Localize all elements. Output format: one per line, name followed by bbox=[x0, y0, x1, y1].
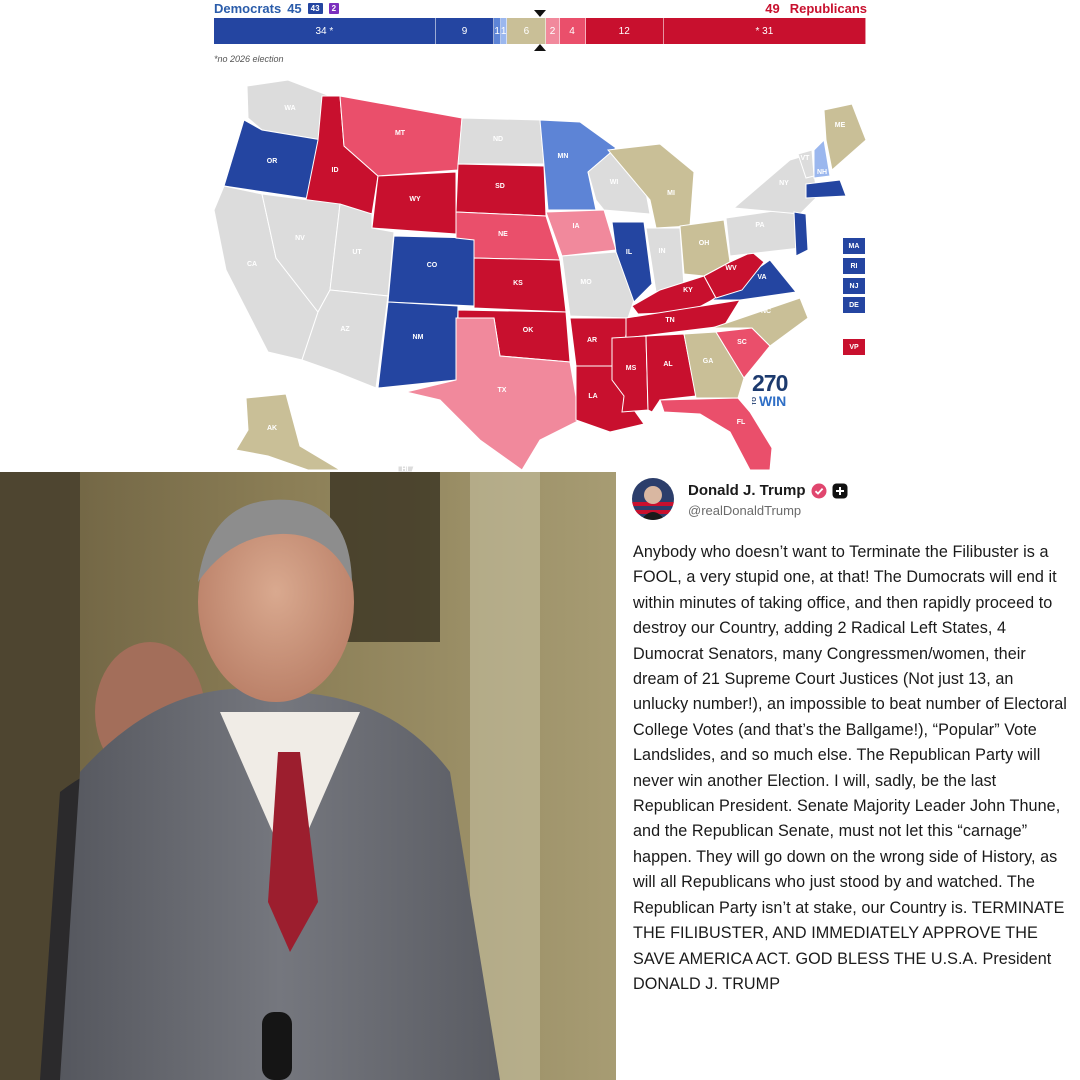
label-il: IL bbox=[625, 249, 633, 256]
state-fl[interactable] bbox=[660, 398, 772, 470]
photo-scene bbox=[0, 472, 616, 1080]
label-mn: MN bbox=[557, 153, 569, 160]
label-ne: NE bbox=[498, 231, 508, 238]
box-nj[interactable]: NJ bbox=[843, 278, 865, 294]
bar-segment-8: * 31 bbox=[664, 18, 866, 44]
label-sd: SD bbox=[495, 183, 505, 190]
label-oh: OH bbox=[698, 240, 710, 247]
label-ms: MS bbox=[625, 365, 637, 372]
label-nh: NH bbox=[816, 169, 828, 176]
label-al: AL bbox=[663, 361, 673, 368]
box-vp[interactable]: VP bbox=[843, 339, 865, 355]
democrats-total: 45 bbox=[287, 1, 302, 16]
label-tx: TX bbox=[497, 387, 507, 394]
press-photo bbox=[0, 472, 616, 1080]
label-sc: SC bbox=[737, 339, 747, 346]
label-fl: FL bbox=[736, 419, 746, 426]
bar-segment-4: 6 bbox=[507, 18, 546, 44]
label-mt: MT bbox=[394, 130, 406, 137]
label-nv: NV bbox=[295, 235, 305, 242]
democrats-label: Democrats bbox=[214, 1, 282, 16]
label-in: IN bbox=[658, 248, 666, 255]
label-ga: GA bbox=[702, 358, 714, 365]
box-ri[interactable]: RI bbox=[843, 258, 865, 274]
label-ar: AR bbox=[586, 337, 598, 344]
label-wy: WY bbox=[409, 196, 421, 203]
bar-segment-5: 2 bbox=[546, 18, 559, 44]
label-ny: NY bbox=[779, 180, 789, 187]
republicans-label: Republicans bbox=[789, 1, 867, 16]
label-nc: NC bbox=[760, 308, 772, 315]
author-name-row bbox=[688, 482, 848, 499]
bar-segment-1: 9 bbox=[436, 18, 495, 44]
republicans-total: 49 bbox=[765, 1, 780, 16]
democrats-badge: 43 bbox=[308, 3, 323, 14]
plus-badge-icon bbox=[832, 483, 848, 499]
author-avatar[interactable] bbox=[632, 478, 674, 520]
verified-badge-icon bbox=[811, 483, 827, 499]
label-pa: PA bbox=[755, 222, 765, 229]
label-mo: MO bbox=[580, 279, 592, 286]
avatar-image bbox=[632, 478, 674, 520]
social-post bbox=[616, 472, 1080, 1080]
bar-segment-3: 1 bbox=[501, 18, 508, 44]
label-ks: KS bbox=[513, 280, 523, 287]
270towin-logo bbox=[752, 372, 787, 408]
label-az: AZ bbox=[340, 326, 350, 333]
label-ca: CA bbox=[246, 261, 258, 268]
label-nm: NM bbox=[412, 334, 424, 341]
label-ak: AK bbox=[266, 425, 278, 432]
label-vt: VT bbox=[800, 155, 810, 162]
senate-map-panel bbox=[0, 0, 1080, 472]
state-nj[interactable] bbox=[794, 212, 808, 256]
state-nm[interactable] bbox=[378, 302, 458, 388]
us-map bbox=[0, 0, 1080, 472]
label-ut: UT bbox=[352, 249, 362, 256]
bar-segment-7: 12 bbox=[586, 18, 664, 44]
state-co[interactable] bbox=[388, 236, 474, 306]
label-la: LA bbox=[588, 393, 598, 400]
label-id: ID bbox=[331, 167, 339, 174]
state-pa[interactable] bbox=[726, 208, 800, 256]
logo-win: WIN bbox=[759, 393, 787, 409]
label-ia: IA bbox=[572, 223, 580, 230]
state-ak[interactable] bbox=[236, 394, 340, 470]
state-wy[interactable] bbox=[372, 172, 456, 234]
bar-segment-0: 34 * bbox=[214, 18, 436, 44]
label-ky: KY bbox=[683, 287, 693, 294]
independents-badge: 2 bbox=[329, 3, 339, 14]
state-me[interactable] bbox=[824, 104, 866, 170]
label-wa: WA bbox=[284, 105, 296, 112]
label-tn: TN bbox=[665, 317, 675, 324]
state-sd[interactable] bbox=[456, 164, 546, 216]
label-ok: OK bbox=[522, 327, 534, 334]
box-de[interactable]: DE bbox=[843, 297, 865, 313]
label-wi: WI bbox=[609, 179, 619, 186]
label-hi: HI bbox=[401, 466, 409, 472]
author-name[interactable]: Donald J. Trump bbox=[688, 482, 806, 499]
author-handle[interactable]: @realDonaldTrump bbox=[688, 503, 802, 518]
label-co: CO bbox=[426, 262, 438, 269]
microphone bbox=[262, 1012, 292, 1080]
label-mi: MI bbox=[667, 190, 675, 197]
no-election-note: *no 2026 election bbox=[214, 54, 284, 64]
label-me: ME bbox=[834, 122, 846, 129]
logo-number: 270 bbox=[752, 370, 788, 396]
label-va: VA bbox=[757, 274, 767, 281]
label-or: OR bbox=[266, 158, 278, 165]
bar-segment-2: 1 bbox=[494, 18, 501, 44]
bar-segment-6: 4 bbox=[560, 18, 586, 44]
label-wv: WV bbox=[725, 265, 737, 272]
logo-to: TO bbox=[752, 396, 758, 406]
post-body: Anybody who doesn’t want to Terminate the Filibuster is a FOOL, a very stupid one, at that! The Dumocrats will end it within minutes of taking office, and then rapidly proceed to destroy our Country, adding 2 Radical Left States, 4 Dumocrat Senators, many Congressmen/women, their dream of 21 Supreme Court Justices (Not just 13, an unlucky number!), an impossible to beat number of Electoral College Votes (and that’s the Ballgame!), “Popular” Vote Landslides, and so much else. The Republican Party will never win another Election. I will, sadly, be the last Republican President. Senate Majority Leader John Thune, and the Republican Senate, must not let this “carnage” happen. They will go down on the wrong side of History, as will all Republicans who just stood by and watched. The Republican Party isn’t at stake, our Country is. TERMINATE THE FILIBUSTER, AND IMMEDIATELY APPROVE THE SAVE AMERICA ACT. GOD BLESS THE U.S.A. President DONALD J. TRUMP bbox=[633, 543, 1067, 993]
box-ma[interactable]: MA bbox=[843, 238, 865, 254]
label-nd: ND bbox=[492, 136, 504, 143]
